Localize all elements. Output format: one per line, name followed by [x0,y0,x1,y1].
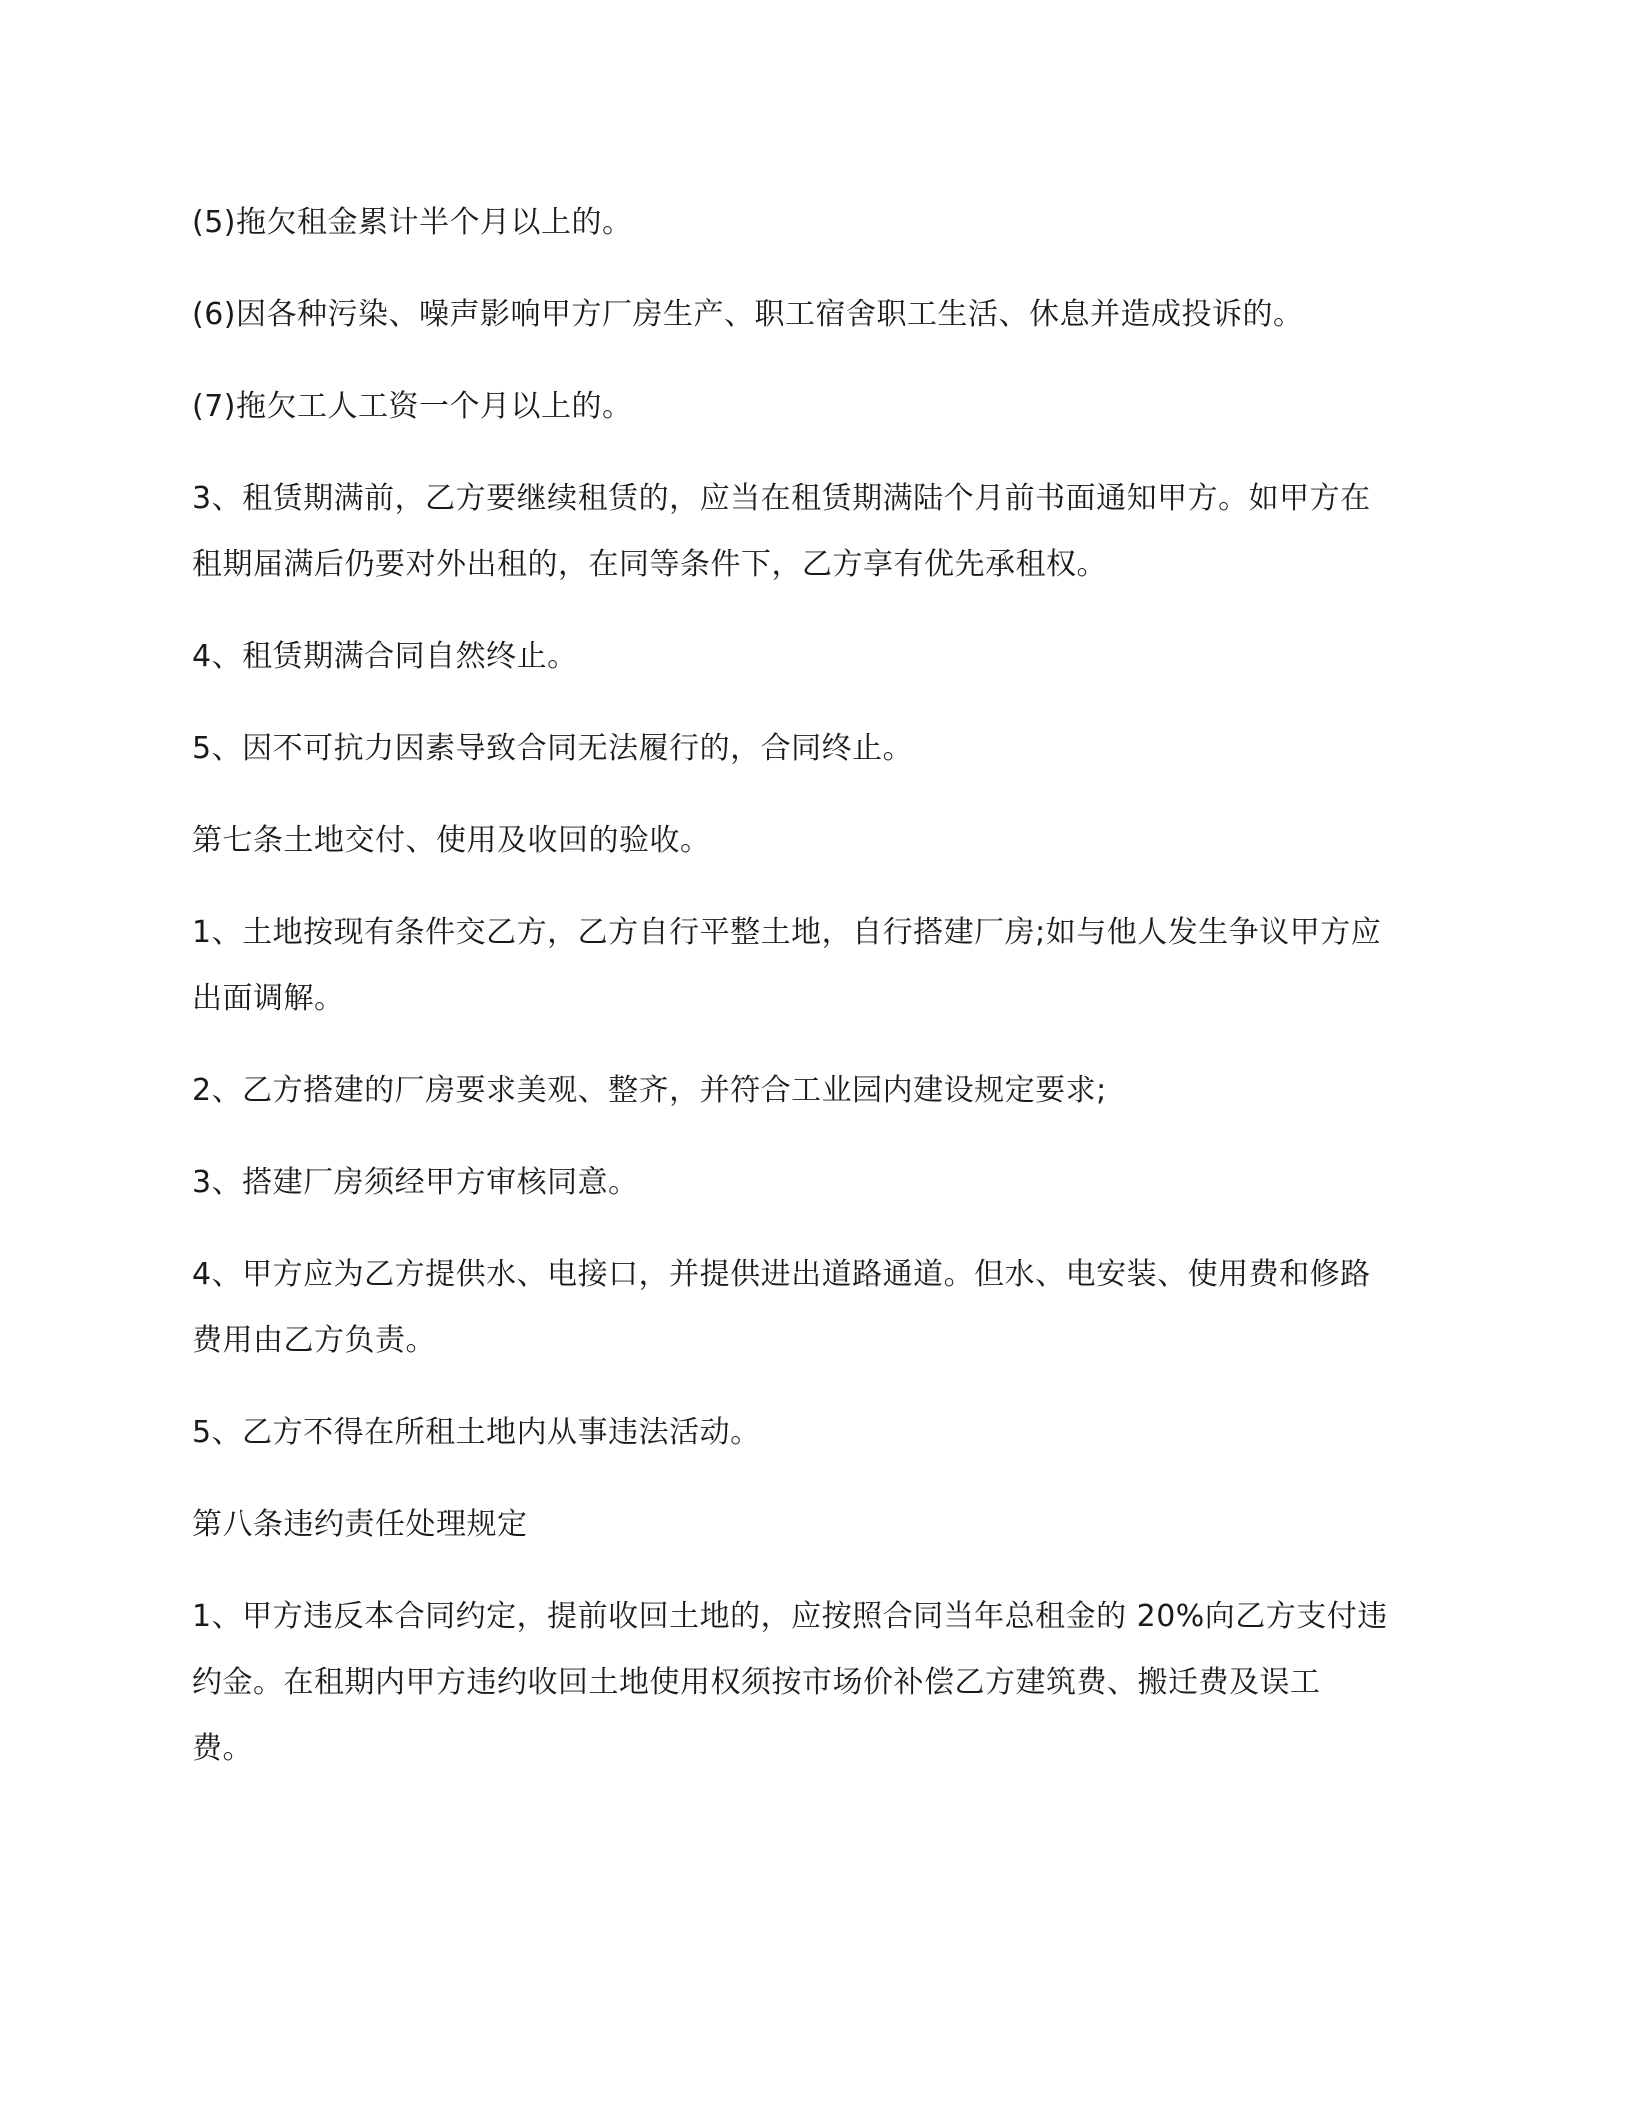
text-line: 约金。在租期内甲方违约收回土地使用权须按市场价补偿乙方建筑费、搬迁费及误工 [192,1665,1321,1700]
article-8-item-1 [192,1584,1452,1782]
article-7-item-4 [192,1242,1452,1374]
text-line: 1、甲方违反本合同约定，提前收回土地的，应按照合同当年总租金的 20%向乙方支付违 [192,1599,1388,1634]
text-line: 租期届满后仍要对外出租的，在同等条件下，乙方享有优先承租权。 [192,547,1107,582]
text-line: 出面调解。 [192,981,345,1016]
article-7-heading [192,808,1452,874]
clause-6-pollution-noise [192,282,1452,348]
text-line: 4、租赁期满合同自然终止。 [192,639,578,674]
clause-7-arrears-wages [192,374,1452,440]
clause-5-arrears-rent [192,190,1452,256]
article-7-item-2 [192,1058,1452,1124]
article-7-item-3 [192,1150,1452,1216]
text-line: 1、土地按现有条件交乙方，乙方自行平整土地，自行搭建厂房;如与他人发生争议甲方应 [192,915,1382,950]
text-line: 4、甲方应为乙方提供水、电接口，并提供进出道路通道。但水、电安装、使用费和修路 [192,1257,1371,1292]
article-7-item-1 [192,900,1452,1032]
article-7-item-5 [192,1400,1452,1466]
text-line: 5、乙方不得在所租土地内从事违法活动。 [192,1415,761,1450]
text-line: 第八条违约责任处理规定 [192,1507,528,1542]
article-8-heading [192,1492,1452,1558]
text-line: 3、租赁期满前，乙方要继续租赁的，应当在租赁期满陆个月前书面通知甲方。如甲方在 [192,481,1371,516]
text-line: (7)拖欠工人工资一个月以上的。 [192,389,633,424]
text-line: 费用由乙方负责。 [192,1323,436,1358]
text-line: 第七条土地交付、使用及收回的验收。 [192,823,711,858]
text-line: 2、乙方搭建的厂房要求美观、整齐，并符合工业园内建设规定要求; [192,1073,1107,1108]
item-5-force-majeure [192,716,1452,782]
text-line: 3、搭建厂房须经甲方审核同意。 [192,1165,639,1200]
item-3-lease-renewal [192,466,1452,598]
text-line: (5)拖欠租金累计半个月以上的。 [192,205,633,240]
text-line: (6)因各种污染、噪声影响甲方厂房生产、职工宿舍职工生活、休息并造成投诉的。 [192,297,1304,332]
text-line: 费。 [192,1731,253,1766]
text-line: 5、因不可抗力因素导致合同无法履行的，合同终止。 [192,731,914,766]
document-body [192,190,1452,1808]
item-4-lease-expiry [192,624,1452,690]
